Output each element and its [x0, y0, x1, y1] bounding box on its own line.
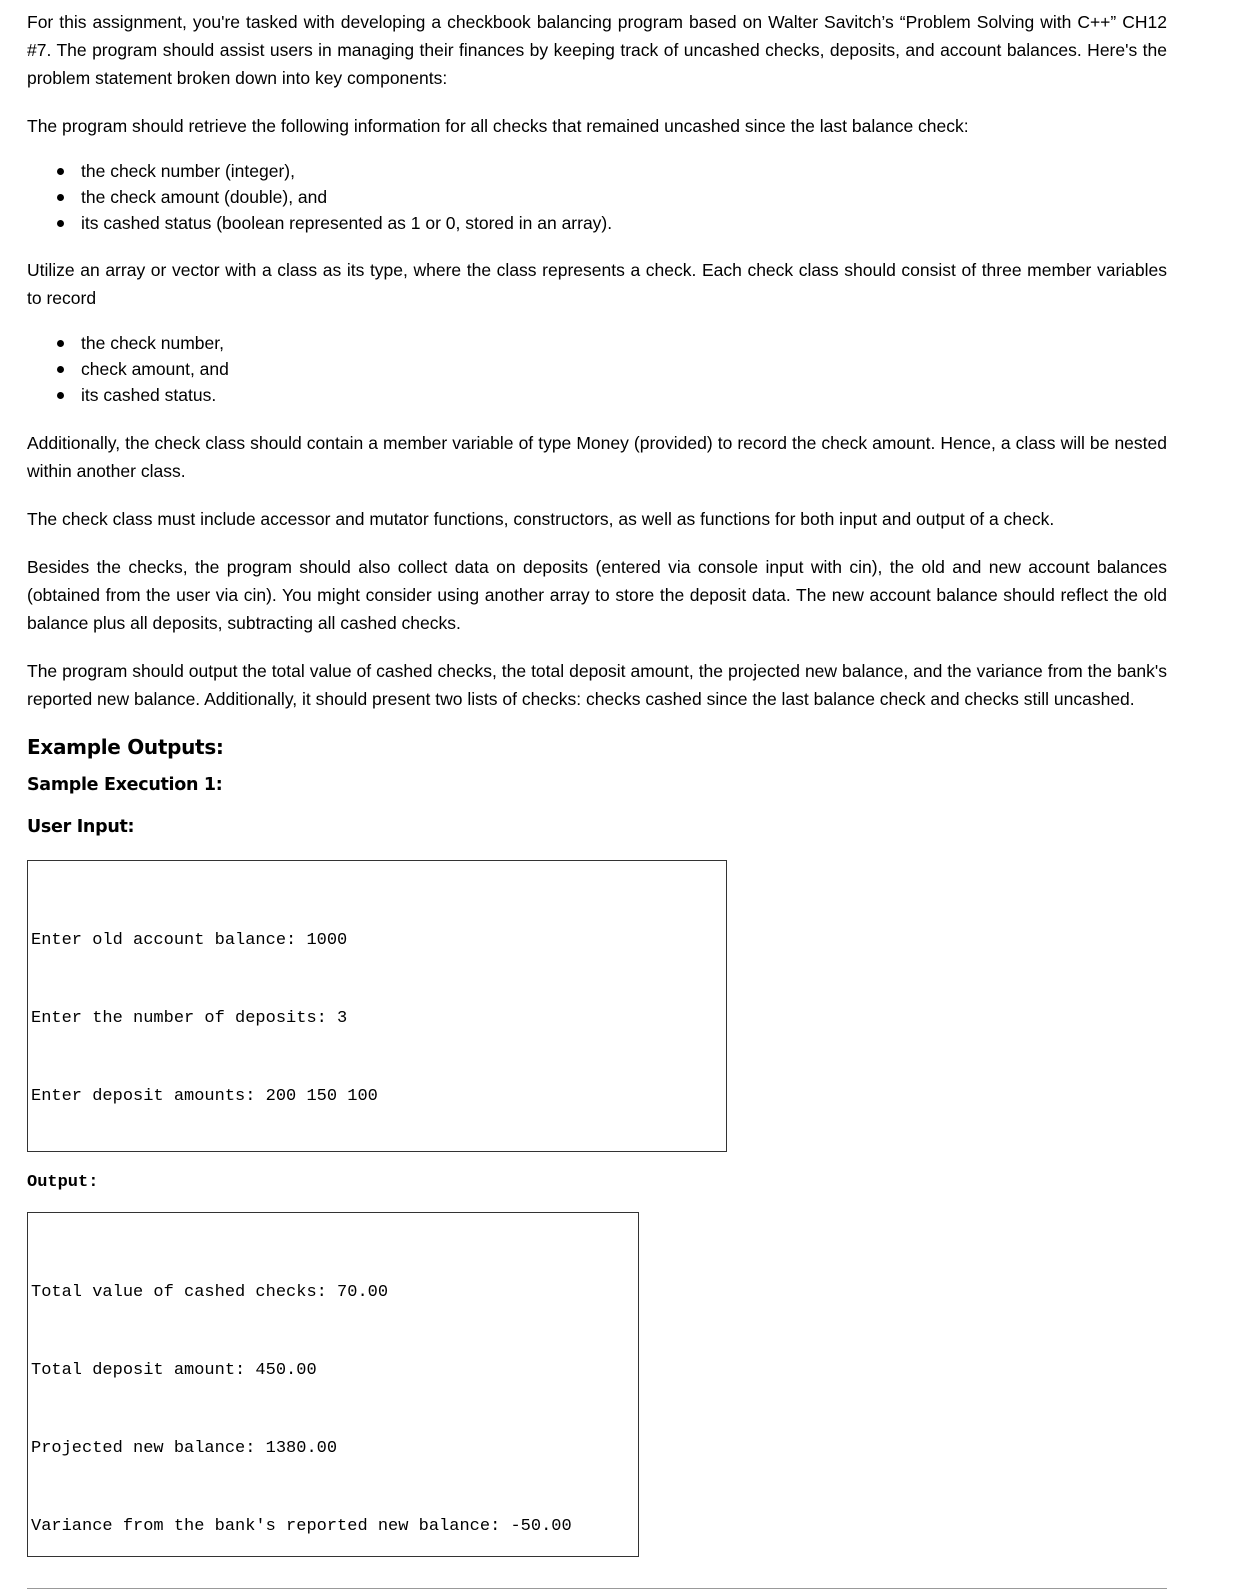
utilize-paragraph: Utilize an array or vector with a class as its type, where the class represents a check. Each check class should consist of three member variables to record	[27, 260, 1167, 308]
list-item: check amount, and	[27, 356, 1167, 382]
code-line: Enter deposit amounts: 200 150 100	[31, 1087, 378, 1106]
list-item: the check amount (double), and	[27, 184, 1167, 210]
code-line: Total value of cashed checks: 70.00	[31, 1283, 389, 1302]
code-line: Projected new balance: 1380.00	[31, 1439, 338, 1458]
user-input-heading: User Input:	[27, 817, 135, 837]
money-class-paragraph: Additionally, the check class should contain a member variable of type Money (provided) to record the check amount. Hence, a class will be nested within another class.	[27, 433, 1167, 481]
code-line: Enter old account balance: 1000	[31, 931, 348, 950]
list-item: its cashed status (boolean represented as 1 or 0, stored in an array).	[27, 210, 1167, 236]
user-input-code-block	[27, 860, 727, 1152]
check-info-list	[27, 158, 1167, 236]
code-line: Total deposit amount: 450.00	[31, 1361, 317, 1380]
assignment-document	[27, 0, 1167, 1557]
code-line: Variance from the bank's reported new balance: -50.00	[31, 1517, 572, 1536]
list-item: the check number,	[27, 330, 1167, 356]
list-item: its cashed status.	[27, 382, 1167, 408]
output-code-block	[27, 1212, 639, 1557]
deposits-paragraph: Besides the checks, the program should also collect data on deposits (entered via console input with cin), the old and new account balances (obtained from the user via cin). You might consider using another array to store the deposit data. The new account balance should reflect the old balance plus all deposits, subtracting all cashed checks.	[27, 557, 1167, 633]
output-requirements-paragraph: The program should output the total value of cashed checks, the total deposit amount, the projected new balance, and the variance from the bank's reported new balance. Additionally, it should present two lists of checks: checks cashed since the last balance check and checks still uncashed.	[27, 661, 1167, 709]
member-variables-list	[27, 330, 1167, 408]
bottom-divider	[27, 1588, 1167, 1589]
output-label: Output:	[27, 1173, 99, 1192]
sample-execution-heading: Sample Execution 1:	[27, 775, 223, 795]
example-outputs-heading: Example Outputs:	[27, 735, 224, 759]
accessor-paragraph: The check class must include accessor and mutator functions, constructors, as well as functions for both input and output of a check.	[27, 509, 1055, 529]
list-item: the check number (integer),	[27, 158, 1167, 184]
code-line: Enter the number of deposits: 3	[31, 1009, 348, 1028]
intro-paragraph: For this assignment, you're tasked with developing a checkbook balancing program based on Walter Savitch’s “Problem Solving with C++” CH12 #7. The program should assist users in managing their finances by keeping track of uncashed checks, deposits, and account balances. Here's the problem statement broken down into key components:	[27, 12, 1167, 88]
retrieve-paragraph: The program should retrieve the following information for all checks that remained uncashed since the last balance check:	[27, 116, 969, 136]
